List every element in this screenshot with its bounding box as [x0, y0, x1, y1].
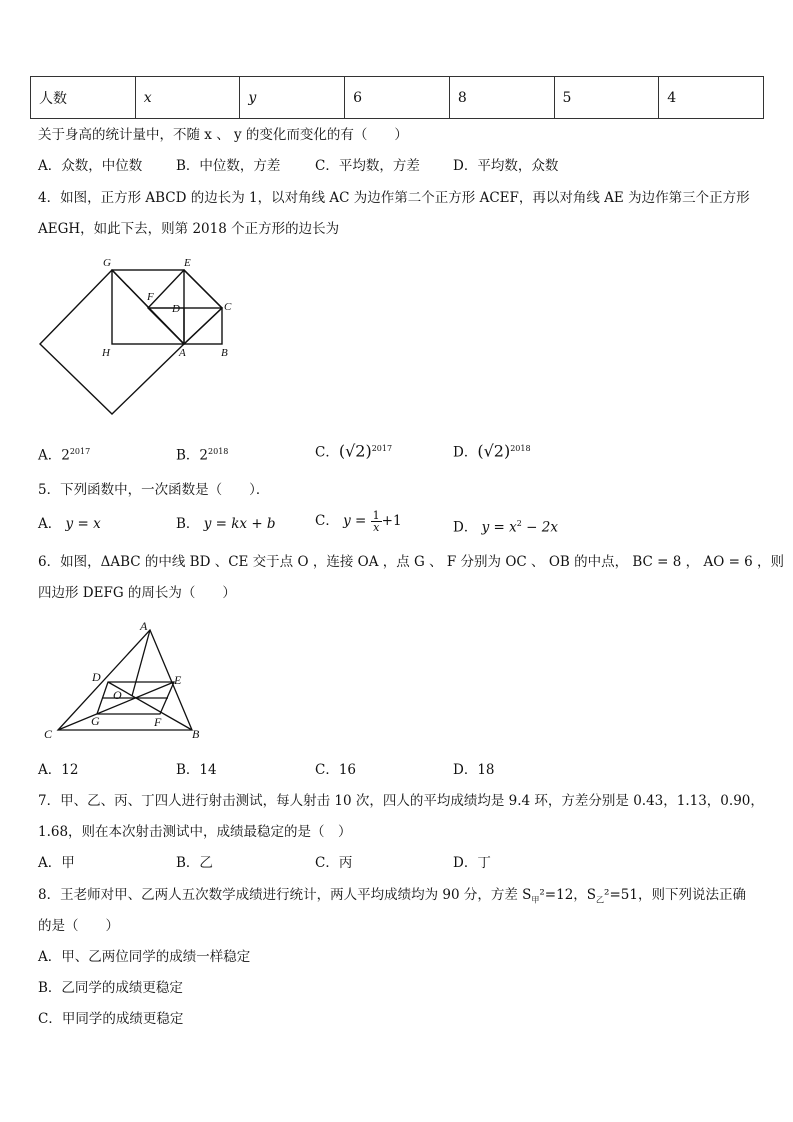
q6-stem-line2: 四边形 DEFG 的周长为（ ）: [38, 585, 236, 601]
label-f: F: [147, 291, 154, 303]
q4-option-b: [176, 443, 228, 465]
option-letter: B．: [176, 516, 200, 532]
q7-option-c: C．丙: [315, 855, 353, 871]
triangle-figure: [40, 616, 210, 744]
table-cell: y: [240, 77, 345, 119]
q8-text-part: ²=12，S: [539, 887, 597, 903]
q6-option-b: B．14: [176, 762, 217, 778]
q6-option-c: C．16: [315, 762, 357, 778]
q7-stem-line2: 1.68，则在本次射击测试中，成绩最稳定的是（ ）: [38, 824, 352, 840]
option-expression: y = x: [481, 519, 517, 536]
label-c: C: [224, 301, 232, 313]
label-b: B: [221, 347, 228, 359]
option-base: 2: [61, 447, 70, 464]
label-a: A: [140, 619, 148, 633]
option-expression: y = kx + b: [203, 516, 276, 532]
option-letter: D．: [453, 444, 478, 461]
label-e: E: [184, 257, 191, 269]
q8-subscript: 甲: [531, 895, 540, 905]
q3-stem: 关于身高的统计量中，不随 x 、 y 的变化而变化的有（ ）: [38, 127, 408, 143]
table-cell: 4: [659, 77, 764, 119]
q8-stem-line1: [38, 886, 746, 910]
q5-option-a: [38, 515, 101, 533]
q8-subscript: 乙: [596, 895, 605, 905]
option-exponent: 2: [516, 519, 522, 528]
fraction-denominator: x: [373, 521, 380, 534]
option-expression: y = x: [65, 516, 101, 532]
q7-option-a: A．甲: [38, 855, 75, 871]
option-letter: A．: [38, 516, 62, 532]
label-f: F: [154, 715, 162, 729]
option-expression-tail: +1: [381, 513, 402, 529]
squares-figure: [36, 252, 240, 418]
option-exponent: 2017: [69, 447, 91, 456]
option-letter: D．: [453, 519, 478, 536]
label-g: G: [103, 257, 111, 269]
q4-stem-line1: 4．如图，正方形 ABCD 的边长为 1，以对角线 AC 为边作第二个正方形 ACEF，再以对角线 AE 为边作第三个正方形: [38, 190, 750, 206]
q8-text-part: 8．王老师对甲、乙两人五次数学成绩进行统计，两人平均成绩均为 90 分，方差 S: [38, 887, 532, 903]
q4-stem-line2: AEGH，如此下去，则第 2018 个正方形的边长为: [38, 221, 340, 237]
q7-option-b: B．乙: [176, 855, 213, 871]
q4-option-c: [315, 440, 392, 462]
q5-option-d: [453, 515, 558, 537]
label-d: D: [92, 670, 101, 684]
q3-option-a: A．众数，中位数: [38, 158, 143, 174]
label-c: C: [44, 727, 53, 741]
label-b: B: [192, 727, 200, 741]
option-letter: C．: [315, 444, 339, 461]
fraction: [371, 510, 382, 533]
q4-option-d: [453, 440, 531, 462]
option-base: 2: [199, 447, 209, 464]
q8-stem-line2: 的是（ ）: [38, 918, 119, 934]
table-cell: x: [135, 77, 240, 119]
option-letter: B．: [176, 447, 200, 464]
data-table: [30, 76, 764, 119]
label-d: D: [172, 303, 180, 315]
option-base: (√2): [338, 441, 372, 461]
q5-option-b: [176, 515, 276, 533]
option-base: (√2): [477, 441, 511, 461]
label-a: A: [179, 347, 186, 359]
q7-stem-line1: 7．甲、乙、丙、丁四人进行射击测试，每人射击 10 次，四人的平均成绩均是 9.4 环，方差分别是 0.43，1.13，0.90，: [38, 793, 764, 809]
option-exponent: 2018: [510, 444, 531, 453]
q8-option-a: A．甲、乙两位同学的成绩一样稳定: [38, 949, 251, 965]
q6-option-a: A．12: [38, 762, 79, 778]
table-cell: 5: [554, 77, 659, 119]
table-row: [31, 77, 764, 119]
q8-option-b: B．乙同学的成绩更稳定: [38, 980, 183, 996]
label-g: G: [91, 714, 100, 728]
option-expression-tail: − 2x: [521, 519, 558, 536]
label-e: E: [174, 673, 182, 687]
option-exponent: 2017: [371, 444, 393, 453]
q4-option-a: [38, 443, 90, 465]
table-cell: 人数: [31, 77, 136, 119]
label-h: H: [102, 347, 110, 359]
label-o: O: [113, 688, 122, 702]
table-cell: 6: [345, 77, 450, 119]
q5-option-c: [315, 510, 402, 533]
q3-option-c: C．平均数，方差: [315, 158, 420, 174]
q5-stem: 5．下列函数中，一次函数是（ ）．: [38, 482, 270, 498]
option-expression: y =: [343, 513, 367, 529]
q3-option-b: B．中位数，方差: [176, 158, 281, 174]
q6-stem-line1: 6．如图，ΔABC 的中线 BD 、CE 交于点 O ，连接 OA ，点 G 、 F 分别为 OC 、 OB 的中点， BC = 8 ， AO = 6 ，则: [38, 554, 785, 570]
q6-option-d: D．18: [453, 762, 495, 778]
fraction-numerator: 1: [372, 509, 380, 522]
table-cell: 8: [449, 77, 554, 119]
option-exponent: 2018: [208, 447, 229, 456]
option-letter: C．: [315, 513, 339, 529]
q7-option-d: D．丁: [453, 855, 491, 871]
q8-option-c: C．甲同学的成绩更稳定: [38, 1011, 184, 1027]
option-letter: A．: [38, 447, 62, 464]
q3-option-d: D．平均数，众数: [453, 158, 559, 174]
q8-text-part: ²=51，则下列说法正确: [604, 887, 746, 903]
